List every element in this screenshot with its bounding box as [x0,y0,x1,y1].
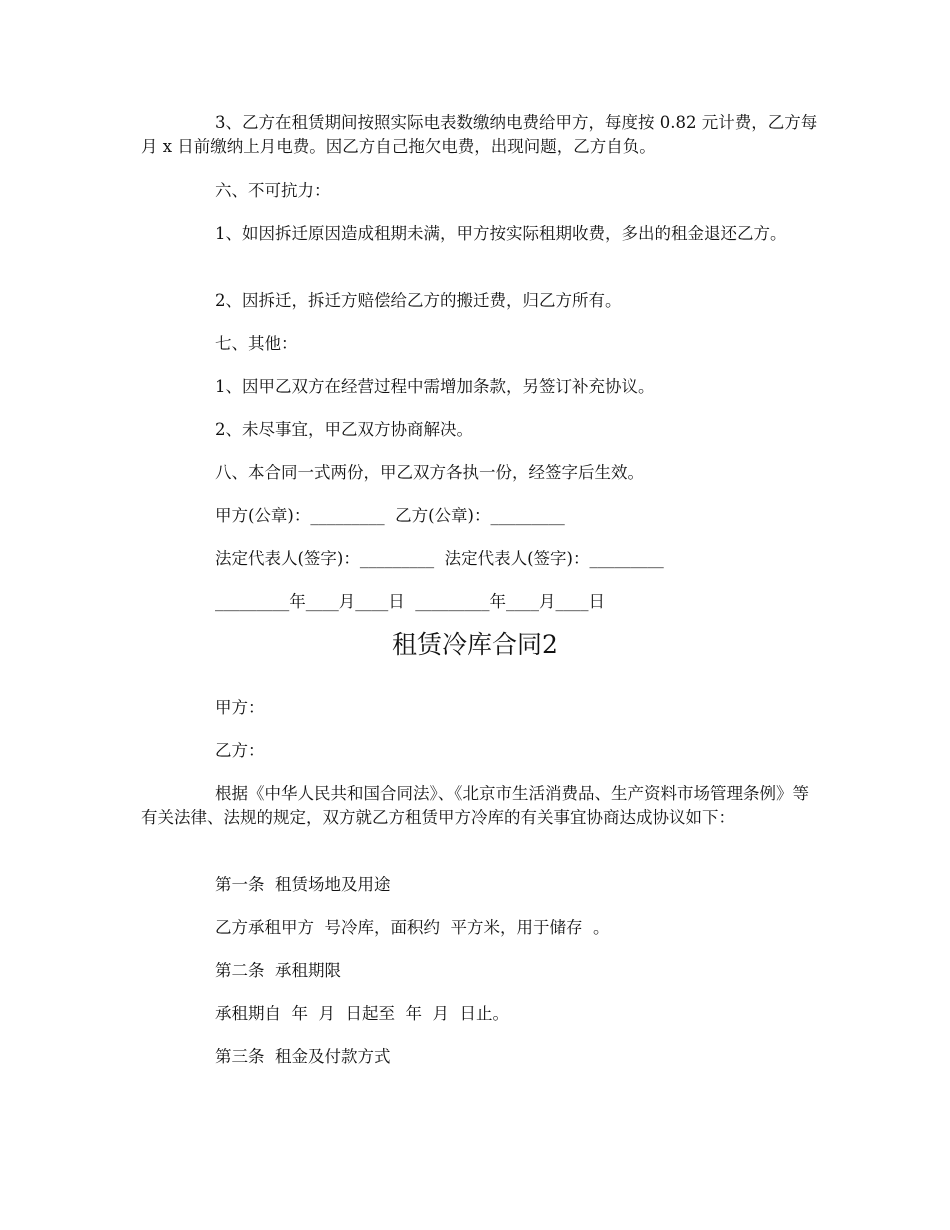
clause-relocation-compensation: 2、因拆迁，拆迁方赔偿给乙方的搬迁费，归乙方所有。 [215,291,622,310]
heading-force-majeure: 六、不可抗力： [215,181,331,200]
clause-electricity-fee: 3、乙方在租赁期间按照实际电表数缴纳电费给甲方，每度按 0.82 元计费，乙方每月 x 日前缴纳上月电费。因乙方自己拖欠电费，出现问题，乙方自负。 [141,113,818,156]
signature-seal-line: 甲方(公章)：_________ 乙方(公章)：_________ [215,506,565,525]
article-2-title: 第二条 承租期限 [215,961,341,980]
article-2-body: 承租期自 年 月 日起至 年 月 日止。 [215,1004,509,1023]
article-1-title: 第一条 租赁场地及用途 [215,875,391,894]
heading-other: 七、其他： [215,334,298,353]
article-1-body: 乙方承租甲方 号冷库，面积约 平方米，用于储存 。 [215,918,610,937]
heading-effectiveness: 八、本合同一式两份，甲乙双方各执一份，经签字后生效。 [215,463,644,482]
contract-intro: 根据《中华人民共和国合同法》、《北京市生活消费品、生产资料市场管理条例》等有关法律、法规的规定，双方就乙方租赁甲方冷库的有关事宜协商达成协议如下： [141,784,809,827]
contract-title: 租赁冷库合同2 [392,630,558,659]
clause-demolition-refund: 1、如因拆迁原因造成租期未满，甲方按实际租期收费，多出的租金退还乙方。 [215,224,787,243]
party-b-label: 乙方： [215,741,265,760]
clause-unresolved-matters: 2、未尽事宜，甲乙双方协商解决。 [215,420,473,439]
article-3-title: 第三条 租金及付款方式 [215,1047,391,1066]
signature-date-line: _________年____月____日 _________年____月____日 [215,592,605,611]
clause-supplementary-agreement: 1、因甲乙双方在经营过程中需增加条款，另签订补充协议。 [215,377,655,396]
party-a-label: 甲方： [215,698,265,717]
signature-representative-line: 法定代表人(签字)：_________ 法定代表人(签字)：_________ [215,549,664,568]
